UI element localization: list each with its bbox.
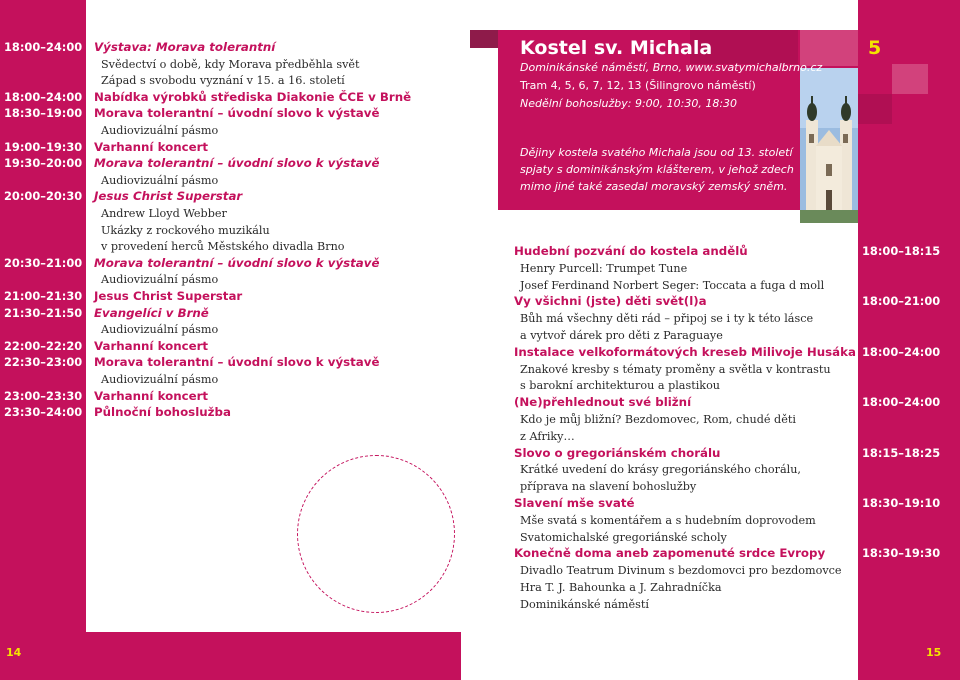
event-title: Nabídka výrobků střediska Diakonie ČCE v Brně xyxy=(94,89,412,104)
event-time: 18:00–24:00 xyxy=(4,40,83,54)
event-title: Morava tolerantní – úvodní slovo k výstavě xyxy=(94,156,380,171)
event-time: 19:00–19:30 xyxy=(4,139,83,154)
event-description: Bůh má všechny děti rád – připoj se i ty k této lásce xyxy=(520,312,814,326)
event-title: Morava tolerantní – úvodní slovo k výstavě xyxy=(94,355,380,370)
church-history-line: spjaty s dominikánským klášterem, v jehož zdech xyxy=(520,163,794,176)
event-description: a vytvoř dárek pro děti z Paraguaye xyxy=(520,329,723,342)
event-description: Audiovizuální pásmo xyxy=(101,173,219,187)
event-description: Mše svatá s komentářem a s hudebním doprovodem xyxy=(520,513,816,527)
event-time: 23:30–24:00 xyxy=(4,405,83,420)
event-title: Evangelíci v Brně xyxy=(94,305,209,320)
event-title: Varhanní koncert xyxy=(94,338,209,353)
event-title: Hudební pozvání do kostela andělů xyxy=(514,244,748,258)
event-description: Andrew Lloyd Webber xyxy=(101,207,227,220)
event-description: Dominikánské náměstí xyxy=(520,597,649,611)
event-description: Audiovizuální pásmo xyxy=(101,124,219,137)
event-description: Západ s svobodu vyznání v 15. a 16. století xyxy=(101,74,345,88)
event-time: 21:00–21:30 xyxy=(4,289,83,303)
church-number-badge: 5 xyxy=(868,37,882,59)
church-history-line: mimo jiné také zasedal moravský zemský sněm. xyxy=(520,180,788,193)
left-footer-band xyxy=(86,632,461,680)
event-title: (Ne)přehlednout své bližní xyxy=(514,395,692,410)
event-description: Hra T. J. Bahounka a J. Zahradníčka xyxy=(520,581,722,594)
event-title: Půlnoční bohoslužba xyxy=(94,405,231,420)
event-description: Josef Ferdinand Norbert Seger: Toccata a fuga d moll xyxy=(520,278,825,292)
event-description: Znakové kresby s tématy proměny a světla v kontrastu xyxy=(520,362,831,376)
event-description: Audiovizuální pásmo xyxy=(101,323,219,337)
event-description: Kdo je můj bližní? Bezdomovec, Rom, chudé děti xyxy=(520,413,796,426)
event-description: Svědectví o době, kdy Morava předběhla svět xyxy=(101,57,360,71)
event-description: příprava na slavení bohoslužby xyxy=(520,480,697,494)
event-title: Morava tolerantní – úvodní slovo k výstavě xyxy=(94,255,380,270)
event-time: 20:30–21:00 xyxy=(4,255,83,270)
event-description: Henry Purcell: Trumpet Tune xyxy=(520,261,688,275)
event-time: 18:15–18:25 xyxy=(862,445,941,460)
event-title: Varhanní koncert xyxy=(94,139,209,154)
event-title: Morava tolerantní – úvodní slovo k výstavě xyxy=(94,106,380,121)
event-title: Jesus Christ Superstar xyxy=(94,289,243,303)
event-time: 22:30–23:00 xyxy=(4,355,83,370)
event-title: Instalace velkoformátových kreseb Milivoje Husáka xyxy=(514,344,856,359)
event-title: Výstava: Morava tolerantní xyxy=(94,40,276,54)
header-deco xyxy=(892,64,928,94)
event-description: Krátké uvedení do krásy gregoriánského chorálu, xyxy=(520,463,801,477)
event-time: 19:30–20:00 xyxy=(4,156,83,171)
church-mass-times: Nedělní bohoslužby: 9:00, 10:30, 18:30 xyxy=(520,97,738,110)
event-title: Konečně doma aneb zapomenuté srdce Evropy xyxy=(514,546,826,561)
event-title: Slovo o gregoriánském chorálu xyxy=(514,445,721,460)
church-photo xyxy=(800,68,858,223)
page-number-left: 14 xyxy=(6,646,22,659)
event-time: 20:00–20:30 xyxy=(4,189,83,204)
event-description: Audiovizuální pásmo xyxy=(101,273,219,287)
church-history-line: Dějiny kostela svatého Michala jsou od 13. století xyxy=(520,146,793,159)
event-time: 18:00–24:00 xyxy=(862,344,941,359)
church-title: Kostel sv. Michala xyxy=(520,37,713,59)
event-description: v provedení herců Městského divadla Brno xyxy=(101,240,345,254)
header-deco xyxy=(858,94,892,124)
event-title: Slavení mše svaté xyxy=(514,496,635,510)
event-description: s barokní architekturou a plastikou xyxy=(520,379,721,393)
event-title: Vy všichni (jste) děti svět(l)a xyxy=(514,294,707,309)
event-time: 18:30–19:30 xyxy=(862,546,941,561)
event-description: Audiovizuální pásmo xyxy=(101,373,219,386)
page-number-right: 15 xyxy=(926,646,942,659)
event-title: Jesus Christ Superstar xyxy=(94,189,243,204)
event-time: 18:00–18:15 xyxy=(862,244,941,258)
dashed-circle-decoration xyxy=(297,455,455,613)
event-description: Divadlo Teatrum Divinum s bezdomovci pro bezdomovce xyxy=(520,564,842,578)
church-tram-info: Tram 4, 5, 6, 7, 12, 13 (Šilingrovo náměstí) xyxy=(520,79,756,92)
church-address: Dominikánské náměstí, Brno, www.svatymichalbrno.cz xyxy=(520,61,823,74)
event-time: 18:30–19:10 xyxy=(862,496,941,510)
event-time: 18:30–19:00 xyxy=(4,106,83,121)
header-deco xyxy=(470,30,498,48)
event-title: Varhanní koncert xyxy=(94,388,209,403)
event-time: 21:30–21:50 xyxy=(4,305,83,320)
event-time: 22:00–22:20 xyxy=(4,338,83,353)
event-time: 18:00–24:00 xyxy=(862,395,941,410)
event-time: 18:00–21:00 xyxy=(862,294,941,309)
event-time: 18:00–24:00 xyxy=(4,89,83,104)
event-description: Svatomichalské gregoriánské scholy xyxy=(520,530,727,544)
event-time: 23:00–23:30 xyxy=(4,388,83,403)
event-description: z Afriky… xyxy=(520,429,575,443)
event-description: Ukázky z rockového muzikálu xyxy=(101,223,270,237)
